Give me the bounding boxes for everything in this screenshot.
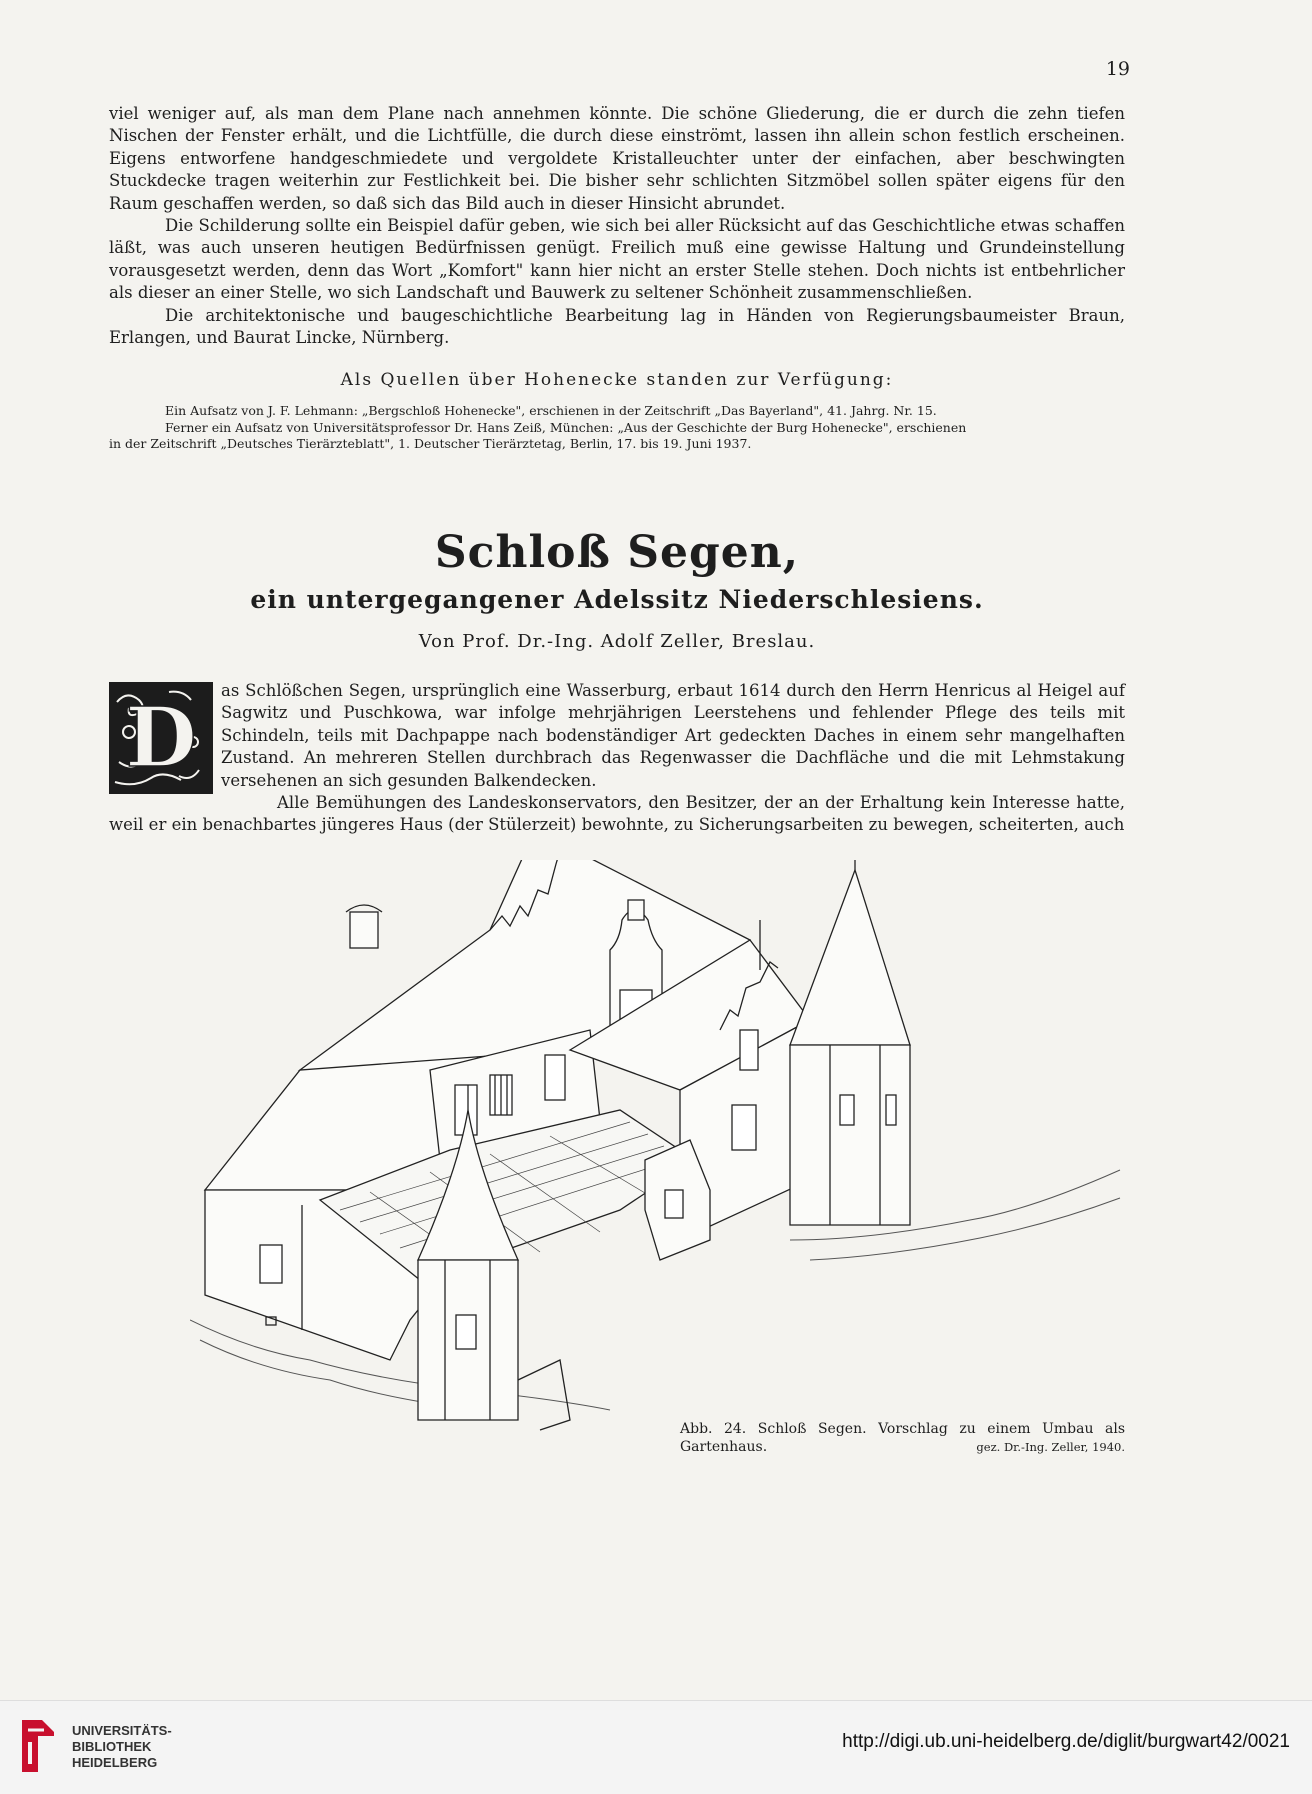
- library-name-line: BIBLIOTHEK: [72, 1739, 152, 1754]
- sources-list: [109, 403, 1125, 453]
- dropcap-letter: D: [125, 690, 197, 786]
- ornamental-initial: [109, 682, 213, 794]
- library-name-line: HEIDELBERG: [72, 1755, 158, 1770]
- intro-paragraph: viel weniger auf, als man dem Plane nach annehmen könnte. Die schöne Gliederung, die er durch die zehn tiefen Nischen der Fenster erhält, und die Lichtfülle, die durch diese einströmt, lassen ihn allein schon festlich erscheinen. Eigens entworfene handgeschmiedete und vergoldete Kristalleuchter unter der einfachen, aber beschwingten Stuckdecke tragen weiterhin zur Festlichkeit bei. Die bisher sehr schlichten Sitzmöbel sollen später eigens für den Raum geschaffen werden, so daß sich das Bild auch in dieser Hinsicht abrundet.: [109, 104, 1125, 213]
- article-paragraph: Alle Bemühungen des Landeskonservators, den Besitzer, der an der Erhaltung kein Interesse hatte, weil er ein benachbartes jüngeres Haus (der Stülerzeit) bewohnte, zu Sicherungsarbeiten zu bewegen, scheiterten, auch: [109, 793, 1125, 835]
- source-url-link[interactable]: http://digi.ub.uni-heidelberg.de/diglit/burgwart42/0021: [842, 1731, 1290, 1752]
- article-body: [109, 680, 1125, 837]
- figure-caption: [680, 1420, 1125, 1456]
- library-name: [72, 1723, 172, 1771]
- footer-bar: [0, 1700, 1312, 1794]
- article-title: Schloß Segen,: [434, 527, 800, 578]
- source-entry: in der Zeitschrift „Deutsches Tierärzteblatt", 1. Deutscher Tierärztetag, Berlin, 17. bis 19. Juni 1937.: [109, 436, 752, 451]
- source-entry: Ein Aufsatz von J. F. Lehmann: „Bergschloß Hohenecke", erschienen in der Zeitschrift „Das Bayerland", 41. Jahrg. Nr. 15.: [165, 403, 937, 418]
- sources-heading: Als Quellen über Hohenecke standen zur Verfügung:: [340, 370, 894, 390]
- castle-drawing: [190, 860, 1130, 1480]
- tower-right-body: [790, 1045, 910, 1225]
- article-subtitle: ein untergegangener Adelssitz Niederschlesiens.: [250, 585, 984, 614]
- caption-text: Abb. 24. Schloß Segen. Vorschlag zu einem Umbau als Gartenhaus.: [680, 1421, 1125, 1455]
- source-entry: Ferner ein Aufsatz von Universitätsprofessor Dr. Hans Zeiß, München: „Aus der Geschichte der Burg Hohenecke", erschienen: [165, 419, 967, 435]
- tower-right-roof: [790, 870, 910, 1045]
- library-name-line: UNIVERSITÄTS-: [72, 1723, 172, 1738]
- drawing-credit: gez. Dr.-Ing. Zeller, 1940.: [976, 1440, 1125, 1454]
- library-logo-icon: [18, 1716, 58, 1776]
- page-number: 19: [1105, 58, 1130, 80]
- intro-text: [109, 103, 1125, 349]
- intro-paragraph: Die architektonische und baugeschichtliche Bearbeitung lag in Händen von Regierungsbaumeister Braun, Erlangen, und Baurat Lincke, Nürnberg.: [109, 305, 1125, 348]
- chimney: [350, 912, 378, 948]
- intro-paragraph: Die Schilderung sollte ein Beispiel dafür geben, wie sich bei aller Rücksicht auf das Geschichtliche etwas schaffen läßt, was auch unseren heutigen Bedürfnissen genügt. Freilich muß eine gewisse Haltung und Grundeinstellung vorausgesetzt werden, denn das Wort „Komfort" kann hier nicht an erster Stelle stehen. Doch nichts ist entbehrlicher als dieser an einer Stelle, wo sich Landschaft und Bauwerk zu seltener Schönheit zusammenschließen.: [109, 216, 1125, 303]
- article-paragraph: as Schlößchen Segen, ursprünglich eine Wasserburg, erbaut 1614 durch den Herrn Henricus al Heigel auf Sagwitz und Puschkowa, war infolge mehrjährigen Leerstehens und fehlender Pflege des teils mit Schindeln, teils mit Dachpappe nach bodenständiger Art gedeckten Daches in einem sehr mangelhaften Zustand. An mehreren Stellen durchbrach das Regenwasser die Dachfläche und die mit Lehmstakung versehenen an sich gesunden Balkendecken.: [221, 681, 1125, 790]
- byline: Von Prof. Dr.-Ing. Adolf Zeller, Breslau.: [418, 631, 816, 652]
